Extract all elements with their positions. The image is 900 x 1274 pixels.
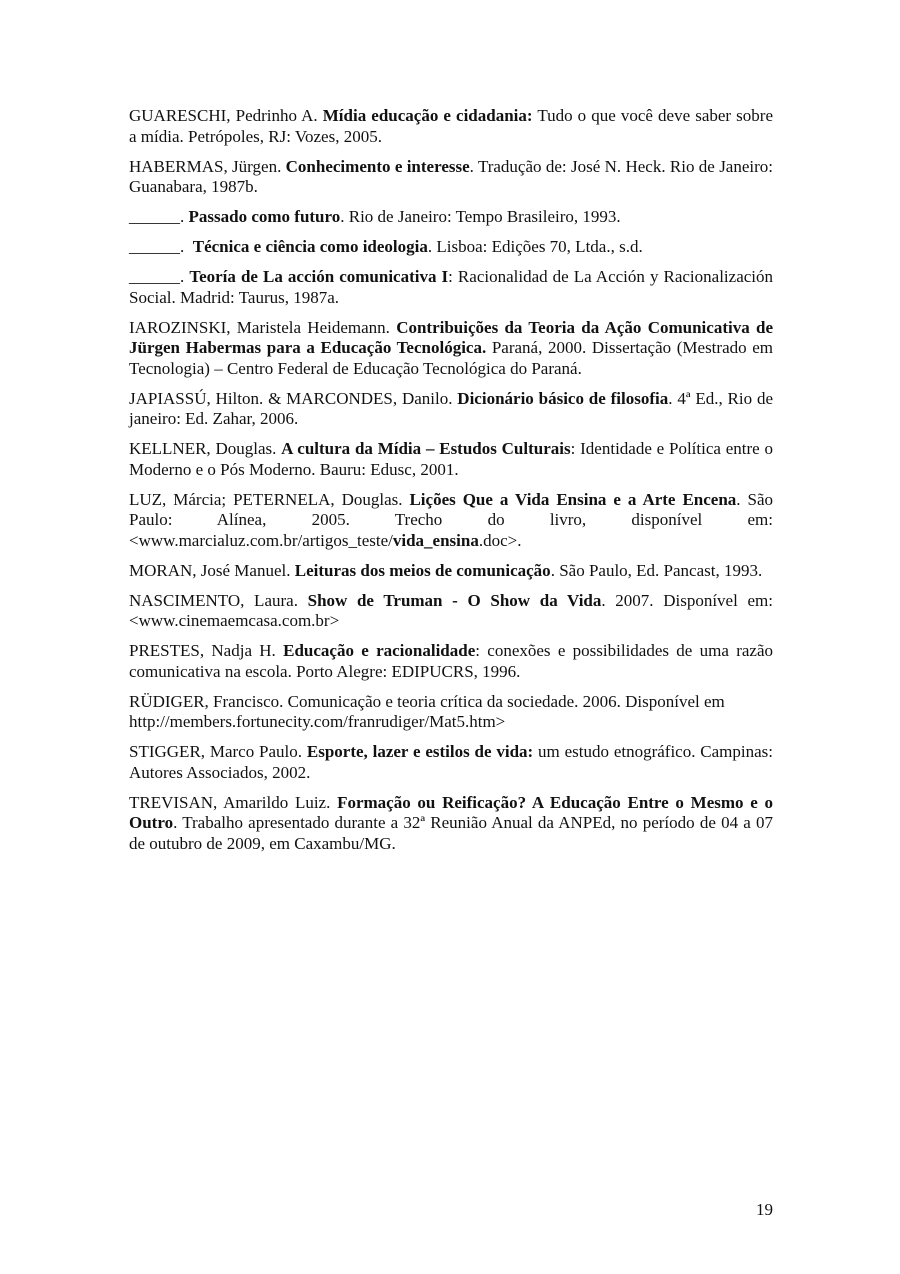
reference-details-end: .doc>. (478, 530, 522, 550)
reference-title: Formação ou Reificação? A Educação Entre o Mesmo e o Outro (129, 792, 773, 832)
reference-entry (129, 318, 773, 380)
reference-title: Passado como futuro (188, 207, 341, 226)
reference-title: Contribuições da Teoria da Ação Comunicativa de Jürgen Habermas para a Educação Tecnológica. (129, 317, 773, 357)
reference-entry (129, 106, 773, 147)
references-list (129, 106, 773, 864)
reference-details: . 4ª Ed., Rio de janeiro: Ed. Zahar, 2006. (129, 388, 773, 428)
reference-author: GUARESCHI, Pedrinho A. (129, 106, 323, 125)
page-number: 19 (756, 1200, 773, 1219)
reference-entry (129, 207, 773, 228)
reference-url-emphasis: vida_ensina (392, 530, 479, 550)
reference-details: . Lisboa: Edições 70, Ltda., s.d. (427, 237, 643, 256)
reference-title: Dicionário básico de filosofia (457, 388, 669, 408)
reference-entry (129, 439, 773, 480)
reference-entry (129, 267, 773, 308)
reference-details: . Rio de Janeiro: Tempo Brasileiro, 1993. (340, 207, 621, 226)
reference-author: NASCIMENTO, Laura. (129, 590, 308, 610)
reference-entry (129, 793, 773, 855)
reference-author: PRESTES, Nadja H. (129, 641, 284, 660)
reference-details: : Racionalidad de La Acción y Racionalización Social. Madrid: Taurus, 1987a. (129, 267, 774, 307)
reference-entry (129, 157, 773, 198)
reference-title: Teoría de La acción comunicativa I (189, 267, 449, 286)
reference-entry (129, 591, 773, 632)
reference-entry (129, 237, 773, 258)
reference-author: MORAN, José Manuel. (129, 560, 295, 580)
reference-details: Tudo o que você deve saber sobre a mídia. Petrópoles, RJ: Vozes, 2005. (129, 106, 773, 146)
reference-details: . Trabalho apresentado durante a 32ª Reunião Anual da ANPEd, no período de 04 a 07 de outubro de 2009, em Caxambu/MG. (129, 813, 773, 853)
reference-details: um estudo etnográfico. Campinas: Autores Associados, 2002. (129, 742, 774, 782)
reference-title: Esporte, lazer e estilos de vida: (306, 742, 534, 761)
reference-entry (129, 742, 773, 783)
reference-title: Lições Que a Vida Ensina e a Arte Encena (409, 489, 737, 509)
reference-entry (129, 490, 773, 552)
reference-entry (129, 641, 773, 682)
reference-title: Educação e racionalidade (283, 641, 476, 660)
reference-details: . São Paulo, Ed. Pancast, 1993. (550, 560, 763, 580)
reference-author: IAROZINSKI, Maristela Heidemann. (129, 317, 397, 337)
reference-details: . 2007. Disponível em: <www.cinemaemcasa.com.br> (129, 590, 773, 630)
reference-author: ______. (129, 207, 189, 226)
reference-details: Paraná, 2000. Dissertação (Mestrado em Tecnologia) – Centro Federal de Educação Tecnológica do Paraná. (129, 338, 773, 378)
reference-title: Conhecimento e interesse (285, 156, 470, 176)
reference-author: JAPIASSÚ, Hilton. & MARCONDES, Danilo. (129, 388, 458, 408)
reference-author: RÜDIGER, Francisco. Comunicação e teoria crítica da sociedade. 2006. Disponível em http://members.fortunecity.com/franrudiger/Mat5.htm> (129, 691, 725, 731)
reference-title: Mídia educação e cidadania: (322, 106, 533, 125)
reference-entry (129, 389, 773, 430)
reference-author: HABERMAS, Jürgen. (129, 156, 286, 176)
reference-title: Leituras dos meios de comunicação (294, 560, 551, 580)
reference-author: KELLNER, Douglas. (129, 439, 282, 458)
reference-details: : Identidade e Política entre o Moderno e o Pós Moderno. Bauru: Edusc, 2001. (129, 439, 773, 479)
reference-title: A cultura da Mídia – Estudos Culturais (281, 439, 571, 458)
reference-author: STIGGER, Marco Paulo. (129, 742, 307, 761)
reference-details: . Tradução de: José N. Heck. Rio de Janeiro: Guanabara, 1987b. (129, 156, 774, 196)
reference-title: Técnica e ciência como ideologia (192, 237, 428, 256)
reference-author: ______. (129, 267, 190, 286)
reference-title: Show de Truman - O Show da Vida (307, 590, 602, 610)
reference-entry (129, 692, 773, 733)
reference-details: . São Paulo: Alínea, 2005. Trecho do livro, disponível em: <www.marcialuz.com.br/artigos_teste/ (129, 489, 773, 550)
reference-author: ______. (129, 237, 193, 256)
reference-author: TREVISAN, Amarildo Luiz. (129, 792, 338, 812)
reference-author: LUZ, Márcia; PETERNELA, Douglas. (129, 489, 410, 509)
reference-entry (129, 561, 773, 582)
reference-details: : conexões e possibilidades de uma razão comunicativa na escola. Porto Alegre: EDIPUCRS, 1996. (129, 641, 773, 681)
